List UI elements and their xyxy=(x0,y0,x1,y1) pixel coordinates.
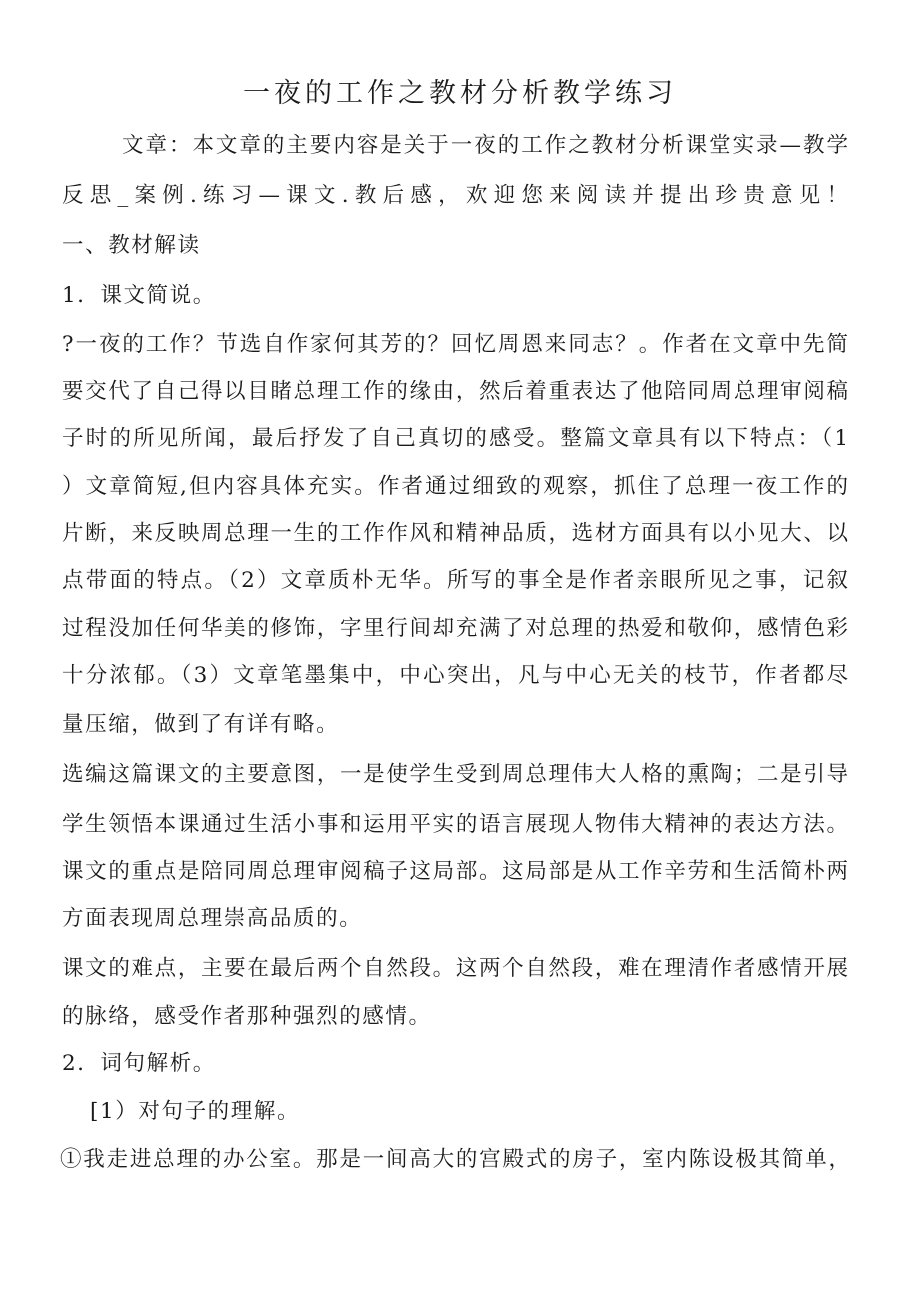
section-heading: 一、教材解读 xyxy=(62,233,201,258)
paragraph-line: 要交代了自己得以目睹总理工作的缘由，然后着重表达了他陪同周总理审阅稿 xyxy=(62,379,848,404)
document-title: 一夜的工作之教材分析教学练习 xyxy=(243,78,677,109)
subsection-heading: 1．课文简说。 xyxy=(62,283,216,308)
paragraph-line: ）文章简短,但内容具体充实。作者通过细致的观察，抓住了总理一夜工作的 xyxy=(62,474,848,499)
intro-line: 反思_案例.练习—课文.教后感，欢迎您来阅读并提出珍贵意见！ xyxy=(62,183,848,208)
intro-line: 文章：本文章的主要内容是关于一夜的工作之教材分析课堂实录—教学 xyxy=(122,133,848,158)
paragraph-line: 十分浓郁。（3）文章笔墨集中，中心突出，凡与中心无关的枝节，作者都尽 xyxy=(62,663,848,688)
subsection-heading: 2．词句解析。 xyxy=(62,1051,216,1076)
sub-subsection-heading: [1）对句子的理解。 xyxy=(90,1099,301,1124)
paragraph-line: ①我走进总理的办公室。那是一间高大的宫殿式的房子，室内陈设极其简单， xyxy=(60,1147,850,1172)
paragraph-line: 课文的难点，主要在最后两个自然段。这两个自然段，难在理清作者感情开展 xyxy=(62,956,848,981)
paragraph-line: 子时的所见所闻，最后抒发了自己真切的感受。整篇文章具有以下特点：（1 xyxy=(62,426,848,451)
paragraph-line: 点带面的特点。（2）文章质朴无华。所写的事全是作者亲眼所见之事，记叙 xyxy=(62,568,848,593)
paragraph-line: 方面表现周总理崇高品质的。 xyxy=(62,906,363,931)
paragraph-line: 的脉络，感受作者那种强烈的感情。 xyxy=(62,1004,432,1029)
paragraph-line: 选编这篇课文的主要意图，一是使学生受到周总理伟大人格的熏陶；二是引导 xyxy=(62,762,848,787)
paragraph-line: 片断，来反映周总理一生的工作作风和精神品质，选材方面具有以小见大、以 xyxy=(62,521,848,546)
paragraph-line: 课文的重点是陪同周总理审阅稿子这局部。这局部是从工作辛劳和生活简朴两 xyxy=(62,859,848,884)
paragraph-line: ?一夜的工作？节选自作家何其芳的？回忆周恩来同志？。作者在文章中先简 xyxy=(62,332,848,357)
paragraph-line: 学生领悟本课通过生活小事和运用平实的语言展现人物伟大精神的表达方法。 xyxy=(62,812,848,837)
paragraph-line: 过程没加任何华美的修饰，字里行间却充满了对总理的热爱和敬仰，感情色彩 xyxy=(62,616,848,641)
paragraph-line: 量压缩，做到了有详有略。 xyxy=(62,712,340,737)
